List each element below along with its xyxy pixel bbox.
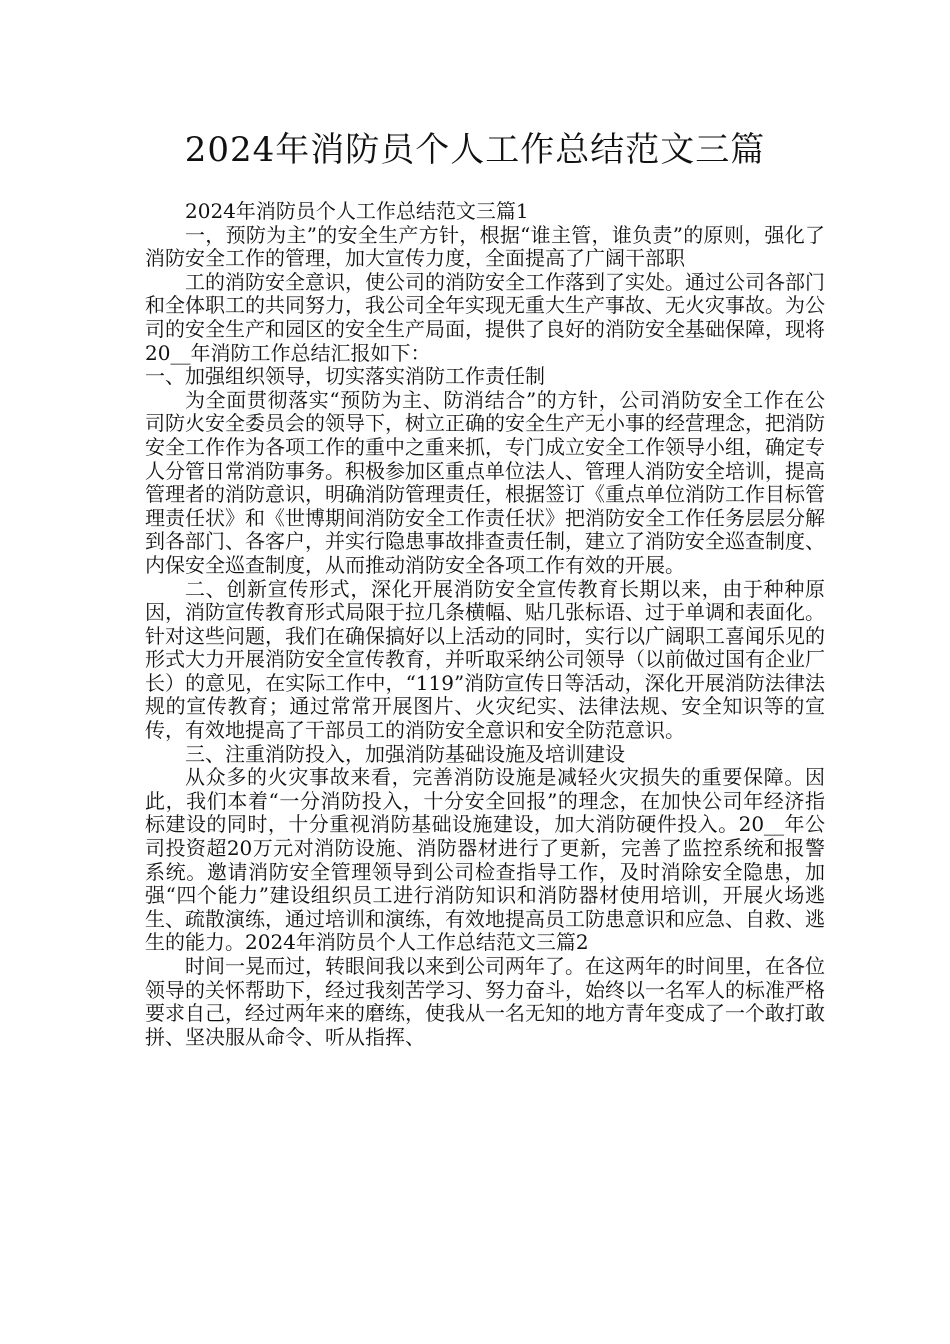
document-title: 2024年消防员个人工作总结范文三篇	[184, 130, 766, 170]
document-body	[145, 200, 825, 1049]
paragraph-1: 2024年消防员个人工作总结范文三篇1	[185, 199, 529, 223]
paragraph-9: 时间一晃而过，转眼间我以来到公司两年了。在这两年的时间里，在各位领导的关怀帮助下，经过我刻苦学习、努力奋斗，始终以一名军人的标准严格要求自己，经过两年来的磨练，使我从一名无知的地方青年变成了一个敢打敢拼、坚决服从命令、听从指挥、	[145, 954, 825, 1049]
paragraph-8: 从众多的火灾事故来看，完善消防设施是减轻火灾损失的重要保障。因此，我们本着“一分消防投入，十分安全回报”的理念，在加快公司年经济指标建设的同时，十分重视消防基础设施建设，加大消防硬件投入。20__年公司投资超20万元对消防设施、消防器材进行了更新，完善了监控系统和报警系统。邀请消防安全管理领导到公司检查指导工作，及时消除安全隐患，加强“四个能力”建设组织员工进行消防知识和消防器材使用培训，开展火场逃生、疏散演练，通过培训和演练，有效地提高员工防患意识和应急、自救、逃生的能力。2024年消防员个人工作总结范文三篇2	[145, 765, 825, 955]
paragraph-3: 工的消防安全意识，使公司的消防安全工作落到了实处。通过公司各部门和全体职工的共同努力，我公司全年实现无重大生产事故、无火灾事故。为公司的安全生产和园区的安全生产局面，提供了良好的消防安全基础保障，现将20__年消防工作总结汇报如下：	[145, 269, 825, 365]
section-heading-1: 一、加强组织领导，切实落实消防工作责任制	[145, 364, 545, 389]
section-heading-3: 三、注重消防投入，加强消防基础设施及培训建设	[185, 741, 625, 766]
paragraph-5: 为全面贯彻落实“预防为主、防消结合”的方针，公司消防安全工作在公司防火安全委员会的领导下，树立正确的安全生产无小事的经营理念，把消防安全工作作为各项工作的重中之重来抓，专门成立安全工作领导小组，确定专人分管日常消防事务。积极参加区重点单位法人、管理人消防安全培训，提高管理者的消防意识，明确消防管理责任，根据签订《重点单位消防工作目标管理责任状》和《世博期间消防安全工作责任状》把消防安全工作任务层层分解到各部门、各客户，并实行隐患事故排查责任制，建立了消防安全巡查制度、内保安全巡查制度，从而推动消防安全各项工作有效的开展。	[145, 387, 825, 577]
paragraph-2: 一，预防为主”的安全生产方针，根据“谁主管，谁负责”的原则，强化了消防安全工作的管理，加大宣传力度，全面提高了广阔干部职	[145, 222, 825, 271]
paragraph-6: 二、创新宣传形式，深化开展消防安全宣传教育长期以来，由于种种原因，消防宣传教育形式局限于拉几条横幅、贴几张标语、过于单调和表面化。针对这些问题，我们在确保搞好以上活动的同时，实行以广阔职工喜闻乐见的形式大力开展消防安全宣传教育，并听取采纳公司领导（以前做过国有企业厂长）的意见，在实际工作中，“119”消防宣传日等活动，深化开展消防法律法规的宣传教育；通过常常开展图片、火灾纪实、法律法规、安全知识等的宣传，有效地提高了干部员工的消防安全意识和安全防范意识。	[145, 576, 825, 743]
